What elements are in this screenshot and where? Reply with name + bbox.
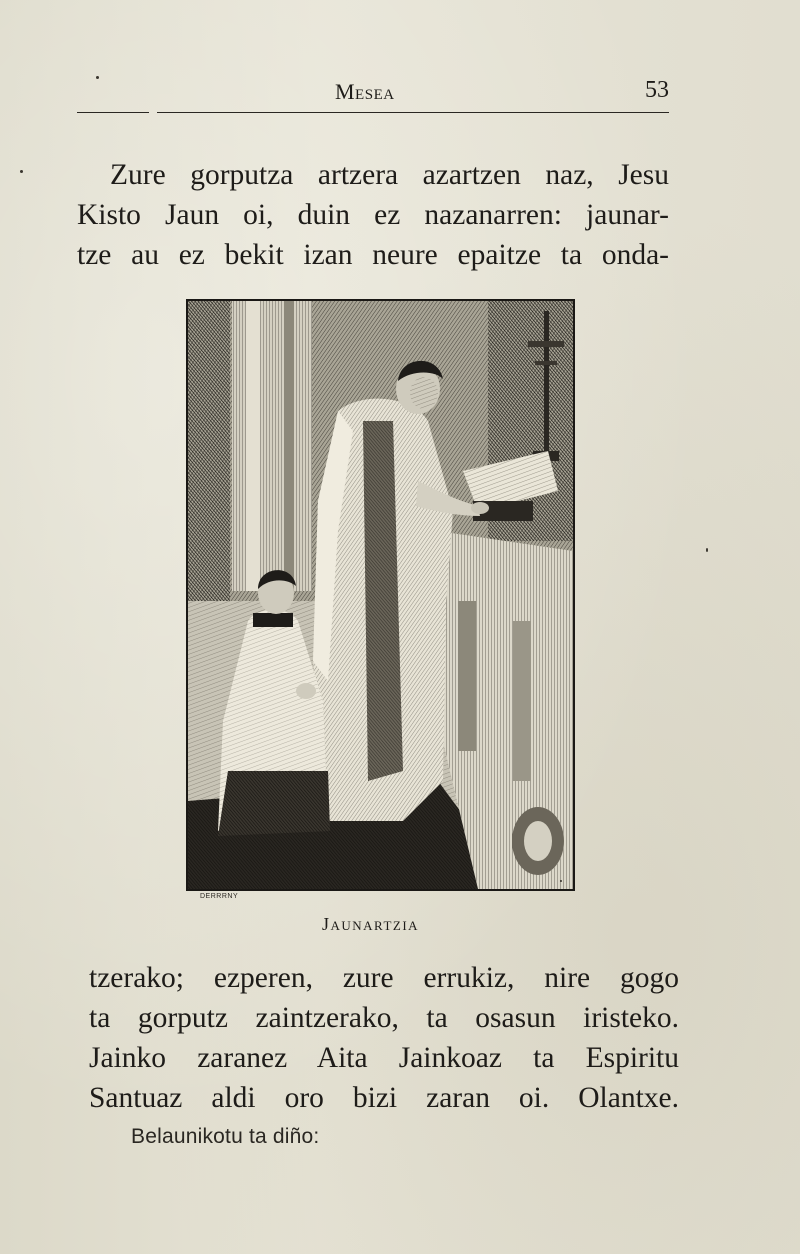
paper-speck	[96, 76, 99, 79]
paragraph-top	[77, 155, 669, 275]
engraving-art	[188, 301, 573, 889]
header-rule-right	[157, 112, 669, 113]
paper-speck	[706, 548, 708, 552]
text-line: tzerako; ezperen, zure errukiz, nire gogo	[89, 962, 679, 994]
rubric-instruction: Belaunikotu ta diño:	[131, 1125, 320, 1148]
illustration-caption: Jaunartzia	[322, 914, 420, 934]
text-line: Santuaz aldi oro bizi zaran oi. Olantxe.	[89, 1082, 679, 1114]
text-line: ta gorputz zaintzerako, ta osasun iristeko.	[89, 1002, 679, 1034]
engraver-signature: DERRRNY	[200, 893, 239, 900]
running-head-title: Mesea	[335, 79, 395, 104]
text-line: Zure gorputza artzera azartzen naz, Jesu	[110, 159, 669, 191]
text-line: tze au ez bekit izan neure epaitze ta onda-	[77, 239, 669, 271]
text-line: Jainko zaranez Aita Jainkoaz ta Espiritu	[89, 1042, 679, 1074]
page-number: 53	[645, 77, 669, 103]
header-rule-left	[77, 112, 149, 113]
paper-speck	[20, 170, 23, 173]
text-line: Kisto Jaun oi, duin ez nazanarren: jaunar-	[77, 199, 669, 231]
paper-speck	[560, 880, 562, 882]
running-head	[77, 75, 669, 111]
communion-engraving	[186, 299, 575, 891]
paragraph-bottom	[89, 958, 679, 1118]
